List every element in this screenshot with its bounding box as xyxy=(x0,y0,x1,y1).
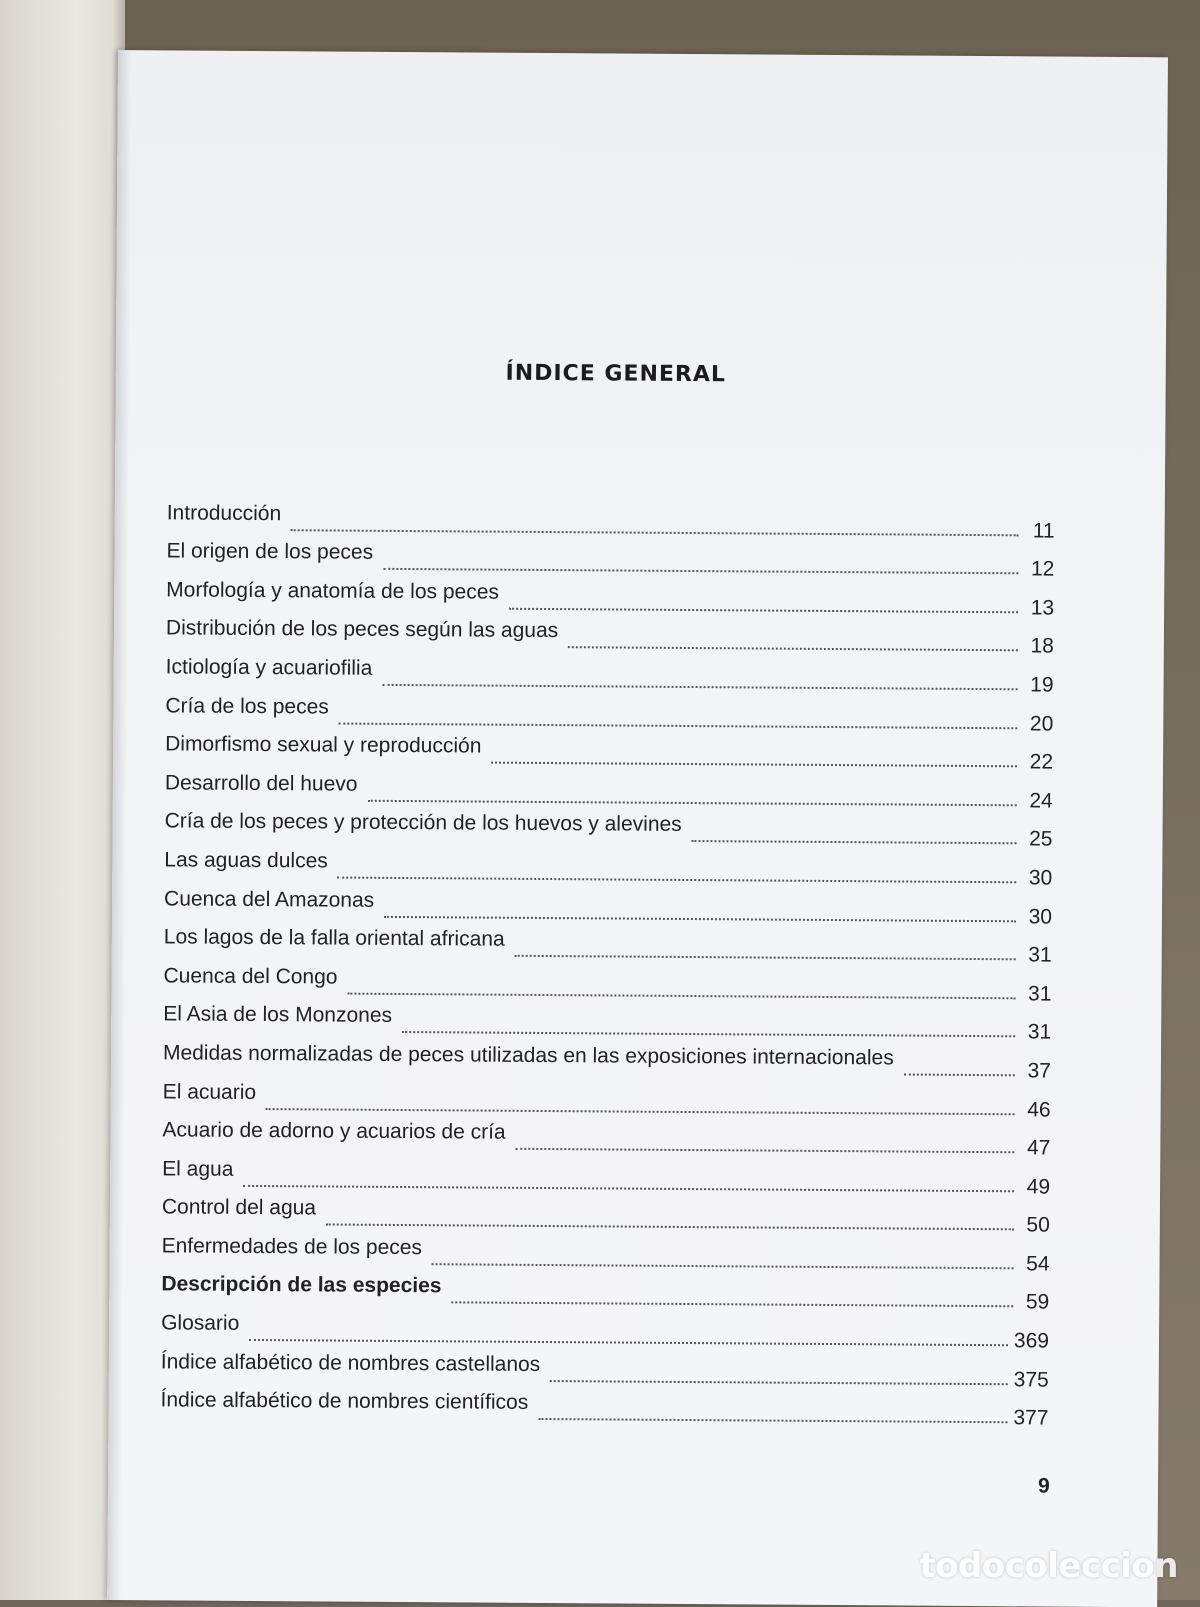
watermark-logo: todocoleccion xyxy=(919,1546,1178,1586)
toc-entry-label: Índice alfabético de nombres castellanos xyxy=(160,1349,541,1376)
toc-entry xyxy=(166,653,1054,698)
toc-dot-leader xyxy=(904,1073,1015,1076)
toc-dot-leader xyxy=(243,1185,1014,1192)
toc-entry xyxy=(167,498,1055,543)
toc-entry-label: El Asia de los Monzones xyxy=(163,1002,393,1028)
toc-entry-label: Introducción xyxy=(166,500,282,525)
toc-entry-page: 11 xyxy=(1032,518,1055,543)
toc-dot-leader xyxy=(382,684,1017,690)
toc-entry xyxy=(163,1000,1051,1045)
toc-entry xyxy=(165,691,1053,736)
toc-entry xyxy=(166,537,1054,582)
toc-dot-leader xyxy=(383,568,1018,574)
toc-entry-label: Desarrollo del huevo xyxy=(164,771,358,796)
toc-entry-page: 30 xyxy=(1028,866,1053,890)
toc-entry-label: Morfología y anatomía de los peces xyxy=(166,578,500,604)
toc-dot-leader xyxy=(491,762,1017,768)
toc-entry-page: 47 xyxy=(1026,1136,1051,1160)
toc-entry-label: Glosario xyxy=(161,1311,240,1335)
toc-dot-leader xyxy=(516,1148,1015,1153)
page-number: 9 xyxy=(1037,1474,1050,1498)
toc-dot-leader xyxy=(384,915,1016,921)
toc-dot-leader xyxy=(402,1031,1015,1037)
toc-entry-label: Ictiología y acuariofilia xyxy=(165,655,373,680)
toc-dot-leader xyxy=(692,840,1017,844)
toc-entry-page: 12 xyxy=(1030,557,1055,581)
toc-entry-label: Dimorfismo sexual y reproducción xyxy=(165,732,482,758)
toc-entry-page: 46 xyxy=(1027,1097,1051,1122)
toc-entry-page: 59 xyxy=(1025,1290,1050,1315)
toc-entry-page: 31 xyxy=(1028,943,1052,967)
toc-entry xyxy=(165,769,1053,814)
toc-entry xyxy=(166,576,1054,621)
toc-entry-page: 369 xyxy=(1013,1329,1050,1353)
toc-dot-leader xyxy=(249,1339,1008,1346)
toc-entry-page: 19 xyxy=(1030,673,1054,697)
toc-entry-label: Medidas normalizadas de peces utilizadas en las exposiciones internacionales xyxy=(162,1041,894,1070)
toc-entry-page: 25 xyxy=(1029,827,1053,851)
toc-entry xyxy=(161,1270,1049,1315)
toc-entry xyxy=(166,614,1054,659)
toc-entry xyxy=(163,1039,1051,1084)
toc-entry-label: Cuenca del Congo xyxy=(163,964,338,989)
toc-entry xyxy=(163,961,1051,1006)
toc-entry-label: Cría de los peces xyxy=(165,693,329,719)
toc-entry xyxy=(164,884,1052,929)
toc-entry-page: 13 xyxy=(1030,596,1055,620)
toc-dot-leader xyxy=(550,1380,1008,1385)
toc-entry xyxy=(164,807,1052,852)
toc-dot-leader xyxy=(347,992,1015,999)
toc-dot-leader xyxy=(515,955,1016,960)
toc-entry-label: Los lagos de la falla oriental africana xyxy=(163,925,505,951)
toc-dot-leader xyxy=(538,1418,1007,1423)
toc-dot-leader xyxy=(432,1263,1014,1269)
toc-entry-page: 22 xyxy=(1029,750,1054,774)
toc-entry-label: El origen de los peces xyxy=(166,539,374,564)
toc-dot-leader xyxy=(326,1224,1014,1231)
toc-entry-label: Enfermedades de los peces xyxy=(161,1234,423,1260)
toc-dot-leader xyxy=(338,876,1017,883)
toc-dot-leader xyxy=(291,529,1019,536)
toc-dot-leader xyxy=(568,647,1018,652)
toc-entry-label: Cría de los peces y protección de los huevos y alevines xyxy=(164,809,682,837)
toc-entry xyxy=(161,1347,1049,1392)
toc-entry xyxy=(162,1193,1050,1238)
toc-entry-label: Distribución de los peces según las aguas xyxy=(165,616,559,643)
toc-entry-page: 375 xyxy=(1013,1367,1049,1392)
toc-entry-page: 54 xyxy=(1026,1252,1050,1276)
toc-entry-page: 377 xyxy=(1013,1406,1049,1430)
toc-entry xyxy=(160,1386,1048,1431)
toc-dot-leader xyxy=(266,1108,1015,1115)
toc-dot-leader xyxy=(451,1302,1013,1308)
toc-entry-page: 50 xyxy=(1026,1213,1050,1237)
page-title: ÍNDICE GENERAL xyxy=(505,360,727,388)
toc-entry-label: El acuario xyxy=(162,1079,257,1104)
toc-entry-page: 20 xyxy=(1029,711,1054,736)
toc-entry xyxy=(162,1116,1050,1161)
toc-entry xyxy=(164,846,1052,891)
toc-entry xyxy=(161,1232,1049,1277)
toc-entry-label: Descripción de las especies xyxy=(161,1272,442,1298)
toc-entry-label: El agua xyxy=(162,1157,234,1181)
toc-entry-label: Acuario de adorno y acuarios de cría xyxy=(162,1118,506,1144)
table-of-contents xyxy=(160,498,1054,1430)
toc-entry xyxy=(161,1309,1049,1354)
toc-entry xyxy=(163,1077,1051,1122)
toc-entry-page: 24 xyxy=(1029,789,1053,813)
toc-entry-page: 37 xyxy=(1027,1059,1051,1083)
toc-entry-page: 31 xyxy=(1027,1020,1052,1044)
toc-entry xyxy=(165,730,1053,775)
toc-dot-leader xyxy=(367,800,1016,807)
toc-entry xyxy=(162,1154,1050,1199)
toc-dot-leader xyxy=(339,722,1018,729)
toc-dot-leader xyxy=(509,608,1018,614)
toc-entry-page: 49 xyxy=(1026,1175,1051,1199)
toc-entry-label: Control del agua xyxy=(161,1195,317,1220)
toc-entry-page: 31 xyxy=(1027,982,1052,1006)
toc-entry-label: Índice alfabético de nombres científicos xyxy=(160,1388,529,1415)
book-page xyxy=(107,50,1168,1607)
toc-entry-label: Cuenca del Amazonas xyxy=(163,886,375,912)
toc-entry-label: Las aguas dulces xyxy=(164,848,328,873)
toc-entry xyxy=(164,923,1052,968)
toc-entry-page: 30 xyxy=(1028,904,1053,929)
left-page-edge xyxy=(0,0,125,1600)
toc-entry-page: 18 xyxy=(1030,634,1054,658)
